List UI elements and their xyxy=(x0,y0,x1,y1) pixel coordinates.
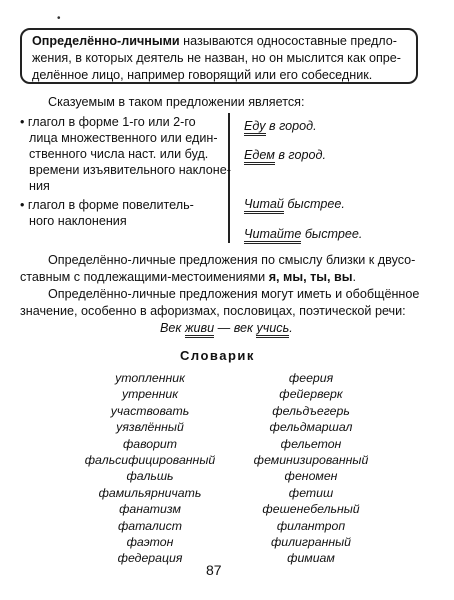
paragraph-line: значение, особенно в афоризмах, пословицах, поэтической речи: xyxy=(20,304,406,318)
dictionary-word: фаворит xyxy=(122,436,178,451)
dictionary-word: фимиам xyxy=(287,551,335,566)
dictionary-word: фельдъегерь xyxy=(272,403,350,418)
aphorism-text: Век xyxy=(160,321,185,335)
dictionary-word: уязвлённый xyxy=(116,420,184,435)
dictionary-word: феномен xyxy=(284,469,338,484)
rule-text: называются односоставные предло- xyxy=(179,34,397,48)
paragraph-line: Определённо-личные предложения могут иметь и обобщённое xyxy=(48,287,420,301)
dictionary-word: феерия xyxy=(288,371,334,385)
paragraph-line xyxy=(20,269,415,286)
dictionary-right-column xyxy=(236,370,386,567)
aphorism-predicate: живи xyxy=(185,321,214,338)
dictionary-left-column xyxy=(70,370,230,567)
dictionary-word: филигранный xyxy=(270,535,352,550)
paragraph-2 xyxy=(20,286,419,320)
example-sentence xyxy=(244,148,326,162)
dictionary-word: фельдмаршал xyxy=(269,420,353,435)
example-rest: быстрее. xyxy=(283,197,345,211)
predicate-type-1 xyxy=(20,114,231,194)
rule-line-1 xyxy=(32,33,410,50)
predicate-type-1-line: ственного числа наст. или буд. xyxy=(29,147,209,161)
dictionary-word: фамильярничать xyxy=(98,485,202,500)
predicate-type-1-line: лица множественного или един- xyxy=(29,131,218,145)
paragraph-line: Определённо-личные предложения по смыслу близки к двусо- xyxy=(48,253,416,267)
dictionary-word: утренник xyxy=(121,387,179,402)
dictionary-word: фешенебельный xyxy=(262,502,360,517)
predicate-type-2 xyxy=(20,197,194,229)
example-predicate: Читай xyxy=(244,197,284,214)
dictionary-title: Словарик xyxy=(180,348,255,363)
paragraph-text: ставным с подлежащими-местоимениями xyxy=(20,270,269,284)
dictionary-word: участвовать xyxy=(110,403,190,418)
rule-term: Определённо-личными xyxy=(32,34,180,48)
aphorism-predicate: учись xyxy=(256,321,289,338)
dictionary-word: утопленник xyxy=(115,371,185,385)
intro-text: Сказуемым в таком предложении является: xyxy=(48,95,305,109)
dictionary-word: фанатизм xyxy=(119,502,181,517)
dictionary-word: фейерверк xyxy=(279,387,343,402)
predicate-type-1-line: • глагол в форме 1-го или 2-го xyxy=(20,114,231,130)
example-sentence xyxy=(244,197,345,211)
pronouns: я, мы, ты, вы xyxy=(268,270,353,284)
dictionary-word: фаталист xyxy=(117,518,183,533)
dictionary-word: фальсифицированный xyxy=(84,453,216,468)
dictionary-word: филантроп xyxy=(276,518,346,533)
predicate-type-1-line: времени изъявительного наклоне- xyxy=(29,163,231,177)
predicate-type-2-line: ного наклонения xyxy=(29,214,127,228)
example-sentence xyxy=(244,119,317,133)
example-predicate: Читайте xyxy=(244,227,301,244)
paragraph-1 xyxy=(20,252,415,286)
dictionary-word: фетиш xyxy=(288,485,334,500)
rule-box xyxy=(20,28,418,84)
example-sentence xyxy=(244,227,362,241)
dictionary-word: феминизированный xyxy=(253,453,369,468)
example-rest: в город. xyxy=(274,148,326,162)
rule-line-3: делённое лицо, например говорящий или его собеседник. xyxy=(32,68,373,82)
rule-line-2: жения, в которых деятель не назван, но он мыслится как опре- xyxy=(32,51,402,65)
dictionary-word: федерация xyxy=(117,551,183,566)
paragraph-text: . xyxy=(352,270,357,284)
corner-mark: • xyxy=(57,13,61,24)
example-predicate: Еду xyxy=(244,119,266,136)
aphorism xyxy=(160,321,293,335)
dictionary-word: фальшь xyxy=(126,469,174,484)
predicate-type-1-line: ния xyxy=(29,179,50,193)
predicate-type-2-line: • глагол в форме повелитель- xyxy=(20,197,194,213)
example-rest: в город. xyxy=(265,119,317,133)
dictionary-word: фаэтон xyxy=(126,535,174,550)
dictionary-word: фельетон xyxy=(280,436,342,451)
aphorism-text: . xyxy=(289,321,293,335)
page-number: 87 xyxy=(206,562,222,578)
example-rest: быстрее. xyxy=(301,227,363,241)
aphorism-text: — век xyxy=(214,321,257,335)
example-predicate: Едем xyxy=(244,148,275,165)
